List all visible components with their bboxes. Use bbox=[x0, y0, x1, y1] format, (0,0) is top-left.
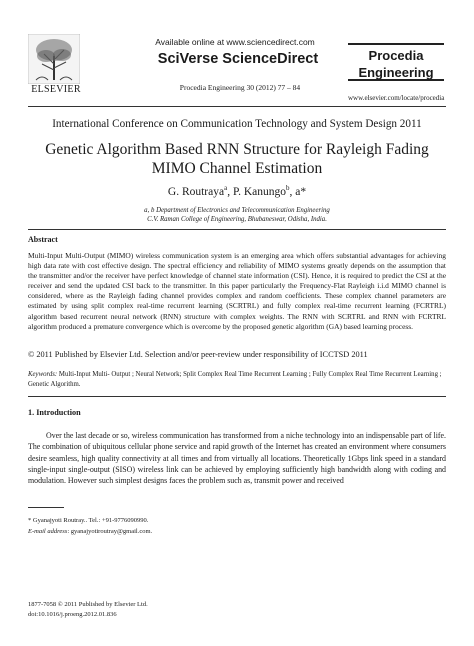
footnote-divider bbox=[28, 507, 64, 508]
journal-logo-line2: Engineering bbox=[358, 65, 434, 80]
author-2: , P. Kanungo bbox=[227, 185, 286, 198]
affiliation-college: C.V. Raman College of Engineering, Bhubaneswar, Odisha, India. bbox=[147, 216, 327, 223]
abstract-top-divider bbox=[28, 229, 446, 230]
elsevier-tree-logo bbox=[28, 34, 80, 84]
abstract-bottom-divider bbox=[28, 396, 446, 397]
email-address: : gyanajyotiroutray@gmail.com. bbox=[67, 528, 153, 535]
issn-line: 1877-7058 © 2011 Published by Elsevier Ltd. bbox=[28, 601, 148, 608]
available-online-text: Available online at www.sciencedirect.com bbox=[155, 37, 315, 47]
journal-logo-box bbox=[348, 43, 444, 81]
footnote-email bbox=[28, 528, 446, 535]
doi-line: doi:10.1016/j.proeng.2012.01.836 bbox=[28, 611, 117, 618]
sciverse-sciencedirect-logo: SciVerse ScienceDirect bbox=[157, 51, 319, 67]
keywords-list: Multi-Input Multi- Output ; Neural Network; Split Complex Real Time Recurrent Learning ; Fully Complex Real Time Recurrent Learning ; Genetic Algorithm. bbox=[28, 371, 442, 388]
conference-name: International Conference on Communication Technology and System Design 2011 bbox=[52, 118, 422, 130]
author-list bbox=[28, 184, 446, 198]
journal-url: www.elsevier.com/locate/procedia bbox=[348, 94, 445, 102]
author-corresponding-mark: , a* bbox=[289, 185, 307, 198]
keywords bbox=[28, 370, 446, 389]
title-line-1: Genetic Algorithm Based RNN Structure for Rayleigh Fading bbox=[45, 141, 429, 158]
header-divider bbox=[28, 106, 446, 107]
introduction-heading: 1. Introduction bbox=[28, 408, 81, 417]
abstract-text: Multi-Input Multi-Output (MIMO) wireless communication system is an emerging area which offers substantial advantages for achieving high data rate with cost effective design. The spectral efficiency and reliability of MIMO systems greatly depends on the assumption that the transmitter and/or the receiver have perfect knowledge of channel state information (CSI). Hence, it is required to predict the CSI at the receiver and send the updated CSI back to the transmitter. In this paper particularly the Frequency-Flat Rayleigh i.i.d MIMO channel is considered, where as the Rayleigh fading channel provides complex and random coefficients. These complex channel parameters are estimated by using split complex real-time recurrent learning (SCRTRL) and fully complex real-time recurrent learning (FCRTRL) algorithm based recurrent neural network (RNN) structure with complex weights. The RNN with SCRTRL and RNN with FCRTRL algorithm produced a premature convergence which is overcome by the proposed genetic algorithm (GA) based learning process. bbox=[28, 251, 446, 331]
author-1: G. Routraya bbox=[167, 185, 225, 198]
journal-citation: Procedia Engineering 30 (2012) 77 – 84 bbox=[179, 83, 301, 92]
title-line-2: MIMO Channel Estimation bbox=[151, 160, 323, 177]
abstract-heading: Abstract bbox=[28, 235, 58, 244]
keywords-label: Keywords: bbox=[28, 371, 58, 378]
email-label: E-mail address bbox=[28, 528, 68, 535]
publisher-name: ELSEVIER bbox=[31, 84, 81, 95]
author-1-affiliation-mark: a bbox=[224, 184, 228, 192]
footnote-corresponding-author: * Gyanajyoti Routray.. Tel.: +91-9776090990. bbox=[28, 517, 149, 524]
introduction-text: Over the last decade or so, wireless communication has transformed from a niche technology into an indispensable part of life. The combination of ubiquitous cellular phone service and rapid growth of the Internet has created an environment where consumers desire seamless, high quality connectivity at all times and from virtually all locations. Theoretically 1Gbps link speed in a standard single-input single-output (SISO) wireless link can be achieved by employing sufficiently high bandwidth along with coding and modulation. However such simplest designs faces the problem such as, transmit power and received bbox=[28, 431, 446, 486]
copyright-notice: © 2011 Published by Elsevier Ltd. Selection and/or peer-review under responsibility of ICCTSD 2011 bbox=[28, 350, 368, 359]
journal-logo-line1: Procedia bbox=[368, 48, 424, 63]
paper-title bbox=[40, 140, 434, 178]
affiliation-department: a, b Department of Electronics and Telecommunication Engineering bbox=[144, 207, 330, 214]
author-2-affiliation-mark: b bbox=[286, 184, 290, 192]
